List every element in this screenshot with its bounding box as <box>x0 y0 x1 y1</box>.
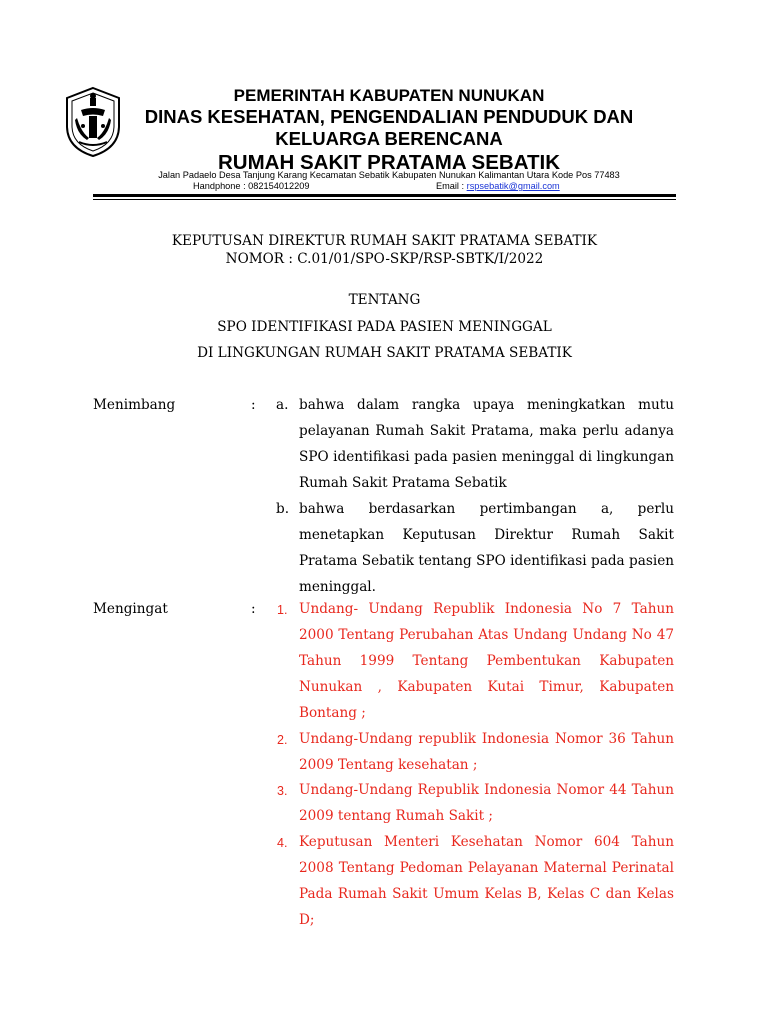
mengingat-item-1: Undang- Undang Republik Indonesia No 7 Tahun 2000 Tentang Perubahan Atas Undang Undang No 47 Tahun 1999 Tentang Pembentukan Kabupaten Nunukan , Kabupaten Kutai Timur, Kabupaten Bontang ; <box>299 601 674 721</box>
letterhead <box>110 86 668 176</box>
address-line: Jalan Padaelo Desa Tanjung Karang Kecamatan Sebatik Kabupaten Nunukan Kalimantan Utara Kode Pos 77483 <box>158 170 620 180</box>
mengingat-marker-3: 3. <box>277 784 288 798</box>
agency-name-line2: KELUARGA BERENCANA <box>275 128 503 149</box>
menimbang-colon: : <box>251 397 256 413</box>
contact-line <box>193 181 663 192</box>
menimbang-item-b: bahwa berdasarkan pertimbangan a, perlu menetapkan Keputusan Direktur Rumah Sakit Pratama Sebatik tentang SPO identifikasi pada pasien meninggal. <box>299 501 674 595</box>
mengingat-label: Mengingat <box>93 601 168 617</box>
mengingat-item-3: Undang-Undang Republik Indonesia Nomor 44 Tahun 2009 tentang Rumah Sakit ; <box>299 782 674 824</box>
mengingat-marker-2: 2. <box>277 733 288 747</box>
hospital-name: RUMAH SAKIT PRATAMA SEBATIK <box>217 151 561 174</box>
email-label: Email : <box>436 181 467 191</box>
mengingat-marker-4: 4. <box>277 836 288 850</box>
menimbang-label: Menimbang <box>93 397 176 413</box>
email-link[interactable]: rspsebatik@gmail.com <box>466 181 560 191</box>
phone-text: Handphone : 082154012209 <box>193 181 310 191</box>
mengingat-item-4: Keputusan Menteri Kesehatan Nomor 604 Tahun 2008 Tentang Pedoman Pelayanan Maternal Perinatal Pada Rumah Sakit Umum Kelas B, Kelas C dan Kelas D; <box>299 834 674 928</box>
menimbang-marker-b: b. <box>276 501 290 517</box>
decree-title: KEPUTUSAN DIREKTUR RUMAH SAKIT PRATAMA SEBATIK <box>171 233 598 249</box>
letterhead-rule-thin <box>93 199 676 200</box>
menimbang-marker-a: a. <box>276 397 289 413</box>
agency-name-line1: DINAS KESEHATAN, PENGENDALIAN PENDUDUK DAN <box>144 106 634 127</box>
mengingat-item-2: Undang-Undang republik Indonesia Nomor 36 Tahun 2009 Tentang kesehatan ; <box>299 731 674 773</box>
decree-subject-line2: DI LINGKUNGAN RUMAH SAKIT PRATAMA SEBATIK <box>197 345 572 361</box>
mengingat-marker-1: 1. <box>277 603 288 617</box>
mengingat-colon: : <box>251 601 256 617</box>
letterhead-rule-thick <box>93 194 676 197</box>
decree-subject-line1: SPO IDENTIFIKASI PADA PASIEN MENINGGAL <box>217 319 552 335</box>
government-name: PEMERINTAH KABUPATEN NUNUKAN <box>233 86 545 105</box>
decree-about-label: TENTANG <box>348 292 421 308</box>
decree-number: NOMOR : C.01/01/SPO-SKP/RSP-SBTK/I/2022 <box>225 251 544 267</box>
email-block <box>436 181 560 192</box>
menimbang-item-a: bahwa dalam rangka upaya meningkatkan mutu pelayanan Rumah Sakit Pratama, maka perlu adanya SPO identifikasi pada pasien meninggal di lingkungan Rumah Sakit Pratama Sebatik <box>299 397 674 491</box>
